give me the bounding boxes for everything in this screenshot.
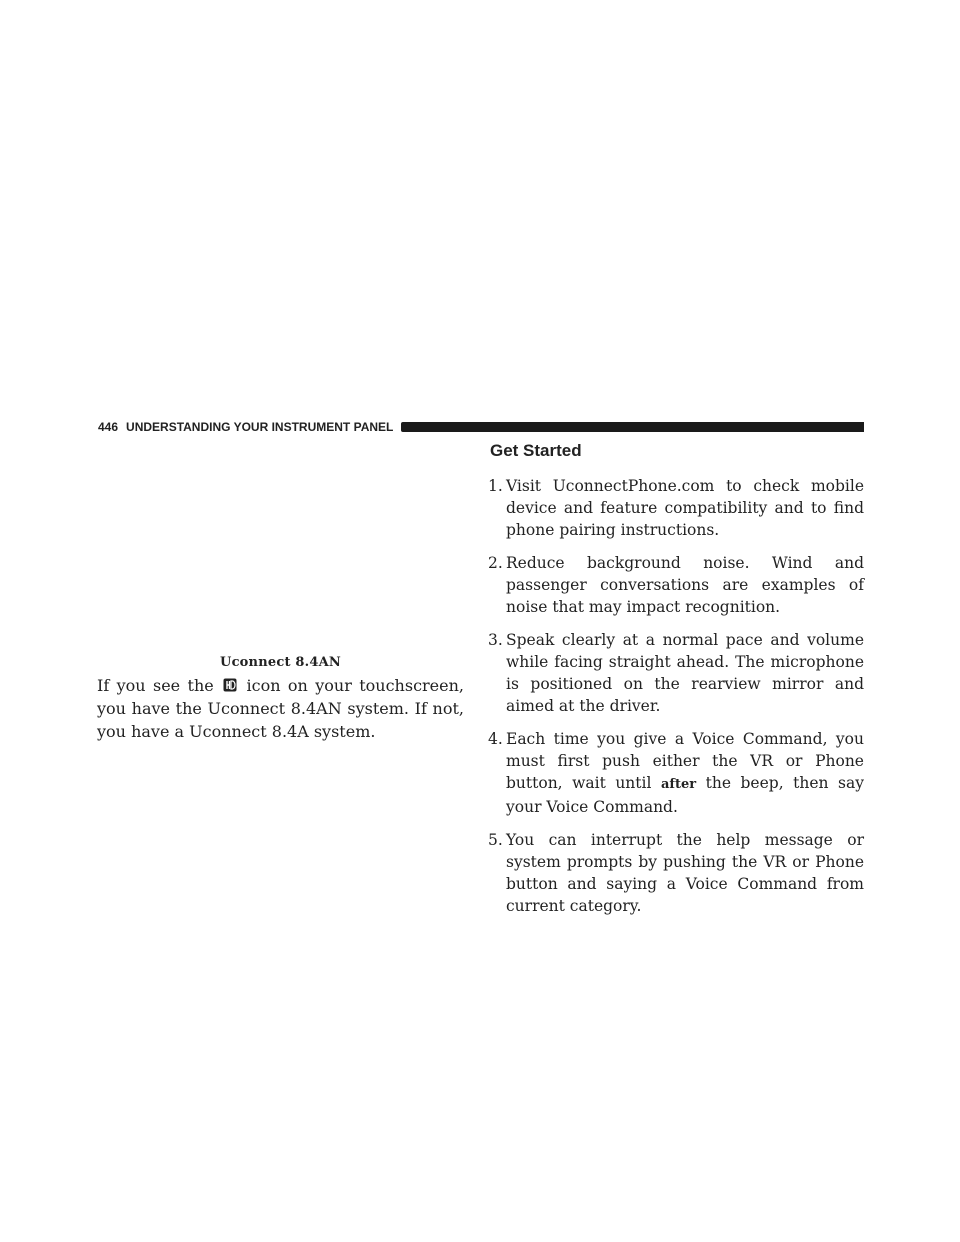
- left-column: [97, 655, 464, 743]
- step-text: Visit UconnectPhone.com to check mobile device and feature compatibility and to find phone pairing instructions.: [506, 477, 864, 539]
- step-number: 4.: [488, 730, 503, 748]
- step-text: Reduce background noise. Wind and passenger conversations are examples of noise that may impact recognition.: [506, 554, 864, 616]
- list-item: [488, 829, 864, 917]
- page-header: [98, 417, 864, 437]
- steps-list: [488, 475, 864, 917]
- list-item: [488, 475, 864, 541]
- section-heading: Get Started: [490, 441, 582, 460]
- step-text-after: the beep, then say your Voice Command.: [506, 774, 864, 816]
- right-column: [488, 441, 864, 928]
- paragraph-text-before-icon: If you see the: [97, 676, 214, 695]
- step-text-before: Each time you give a Voice Command, you must first push either the VR or Phone button, wait until: [506, 730, 864, 792]
- step-emphasis: after: [660, 777, 697, 792]
- header-rule: [401, 422, 864, 432]
- page-number: 446: [98, 420, 119, 434]
- step-text: [506, 728, 864, 818]
- paragraph-text-after-icon: icon on your touchscreen, you have the Uconnect 8.4AN system. If not, you have a Uconnect 8.4A system.: [97, 676, 465, 741]
- figure-caption: Uconnect 8.4AN: [220, 655, 341, 670]
- step-number: 5.: [488, 831, 503, 849]
- step-number: 1.: [488, 477, 503, 495]
- hd-radio-icon: [223, 678, 237, 692]
- list-item: [488, 552, 864, 618]
- list-item: [488, 728, 864, 818]
- list-item: [488, 629, 864, 717]
- step-number: 2.: [488, 554, 503, 572]
- section-title: UNDERSTANDING YOUR INSTRUMENT PANEL: [126, 420, 394, 434]
- step-text: You can interrupt the help message or system prompts by pushing the VR or Phone button and saying a Voice Command from current category.: [506, 831, 864, 915]
- step-number: 3.: [488, 631, 503, 649]
- system-identification-paragraph: [97, 674, 464, 743]
- step-text: Speak clearly at a normal pace and volume while facing straight ahead. The microphone is positioned on the rearview mirror and aimed at the driver.: [506, 631, 864, 715]
